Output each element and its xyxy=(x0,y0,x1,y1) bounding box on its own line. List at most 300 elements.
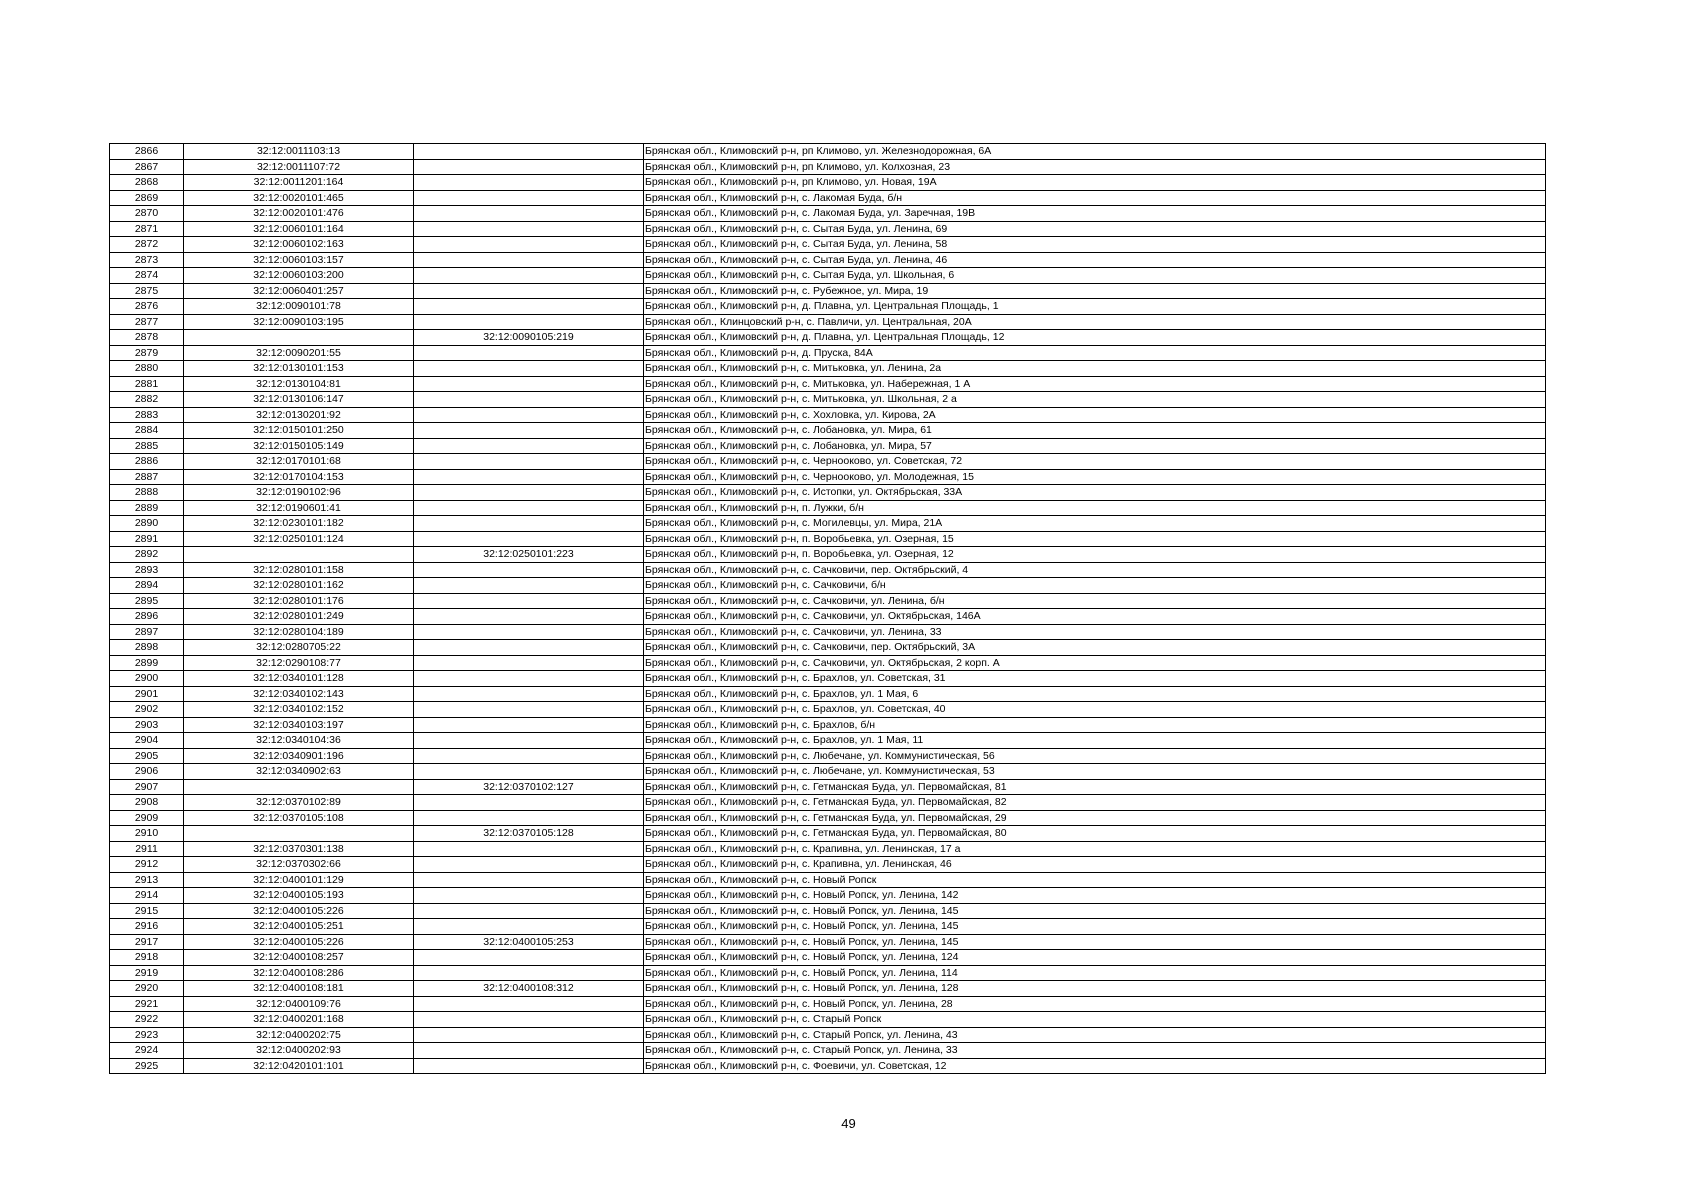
cadastral-number: 32:12:0150101:250 xyxy=(184,423,414,439)
row-number: 2905 xyxy=(110,748,184,764)
table-row xyxy=(110,252,1546,268)
address-cell: Брянская обл., Климовский р-н, с. Новый Ропск, ул. Ленина, 145 xyxy=(644,919,1546,935)
cadastral-number: 32:12:0400108:286 xyxy=(184,965,414,981)
related-cadastral-number xyxy=(414,454,644,470)
related-cadastral-number xyxy=(414,392,644,408)
row-number: 2887 xyxy=(110,469,184,485)
related-cadastral-number: 32:12:0400108:312 xyxy=(414,981,644,997)
related-cadastral-number xyxy=(414,314,644,330)
cadastral-number: 32:12:0060103:200 xyxy=(184,268,414,284)
table-row xyxy=(110,221,1546,237)
address-cell: Брянская обл., Климовский р-н, с. Старый Ропск, ул. Ленина, 43 xyxy=(644,1027,1546,1043)
related-cadastral-number xyxy=(414,531,644,547)
related-cadastral-number xyxy=(414,376,644,392)
row-number: 2871 xyxy=(110,221,184,237)
related-cadastral-number xyxy=(414,764,644,780)
related-cadastral-number xyxy=(414,841,644,857)
table-row xyxy=(110,826,1546,842)
related-cadastral-number xyxy=(414,1027,644,1043)
row-number: 2882 xyxy=(110,392,184,408)
address-cell: Брянская обл., Климовский р-н, с. Чернооково, ул. Советская, 72 xyxy=(644,454,1546,470)
cadastral-number: 32:12:0340102:143 xyxy=(184,686,414,702)
related-cadastral-number xyxy=(414,345,644,361)
related-cadastral-number: 32:12:0090105:219 xyxy=(414,330,644,346)
cadastral-number: 32:12:0011107:72 xyxy=(184,159,414,175)
row-number: 2873 xyxy=(110,252,184,268)
row-number: 2903 xyxy=(110,717,184,733)
address-cell: Брянская обл., Климовский р-н, с. Брахлов, ул. Советская, 40 xyxy=(644,702,1546,718)
row-number: 2916 xyxy=(110,919,184,935)
row-number: 2902 xyxy=(110,702,184,718)
address-cell: Брянская обл., Климовский р-н, с. Брахлов, ул. 1 Мая, 6 xyxy=(644,686,1546,702)
table-row xyxy=(110,268,1546,284)
row-number: 2880 xyxy=(110,361,184,377)
address-cell: Брянская обл., Климовский р-н, д. Пруска, 84А xyxy=(644,345,1546,361)
address-cell: Брянская обл., Климовский р-н, д. Плавна, ул. Центральная Площадь, 12 xyxy=(644,330,1546,346)
cadastral-number: 32:12:0060103:157 xyxy=(184,252,414,268)
row-number: 2891 xyxy=(110,531,184,547)
table-row xyxy=(110,237,1546,253)
address-cell: Брянская обл., Климовский р-н, с. Новый Ропск, ул. Ленина, 145 xyxy=(644,903,1546,919)
address-cell: Брянская обл., Климовский р-н, с. Сачковичи, ул. Октябрьская, 2 корп. А xyxy=(644,655,1546,671)
row-number: 2906 xyxy=(110,764,184,780)
address-cell: Брянская обл., Климовский р-н, с. Сачковичи, пер. Октябрьский, 3А xyxy=(644,640,1546,656)
related-cadastral-number xyxy=(414,221,644,237)
row-number: 2900 xyxy=(110,671,184,687)
table-row xyxy=(110,934,1546,950)
table-row xyxy=(110,206,1546,222)
address-cell: Брянская обл., Климовский р-н, с. Новый Ропск, ул. Ленина, 128 xyxy=(644,981,1546,997)
row-number: 2920 xyxy=(110,981,184,997)
cadastral-number: 32:12:0400202:75 xyxy=(184,1027,414,1043)
related-cadastral-number xyxy=(414,299,644,315)
table-row xyxy=(110,857,1546,873)
table-row xyxy=(110,299,1546,315)
row-number: 2895 xyxy=(110,593,184,609)
related-cadastral-number xyxy=(414,500,644,516)
table-row xyxy=(110,175,1546,191)
cadastral-number: 32:12:0340101:128 xyxy=(184,671,414,687)
table-row xyxy=(110,361,1546,377)
address-cell: Брянская обл., Климовский р-н, с. Сачковичи, ул. Ленина, б/н xyxy=(644,593,1546,609)
row-number: 2877 xyxy=(110,314,184,330)
address-cell: Брянская обл., Климовский р-н, с. Любечане, ул. Коммунистическая, 53 xyxy=(644,764,1546,780)
row-number: 2907 xyxy=(110,779,184,795)
table-row xyxy=(110,562,1546,578)
related-cadastral-number xyxy=(414,423,644,439)
cadastral-number: 32:12:0400105:193 xyxy=(184,888,414,904)
row-number: 2894 xyxy=(110,578,184,594)
related-cadastral-number xyxy=(414,671,644,687)
row-number: 2910 xyxy=(110,826,184,842)
address-cell: Брянская обл., Климовский р-н, с. Крапивна, ул. Ленинская, 17 а xyxy=(644,841,1546,857)
address-cell: Брянская обл., Климовский р-н, с. Сытая Буда, ул. Ленина, 46 xyxy=(644,252,1546,268)
table-row xyxy=(110,733,1546,749)
related-cadastral-number xyxy=(414,516,644,532)
table-row xyxy=(110,810,1546,826)
address-cell: Брянская обл., Климовский р-н, с. Чернооково, ул. Молодежная, 15 xyxy=(644,469,1546,485)
address-cell: Брянская обл., Климовский р-н, с. Новый Ропск xyxy=(644,872,1546,888)
address-cell: Брянская обл., Климовский р-н, с. Хохловка, ул. Кирова, 2А xyxy=(644,407,1546,423)
cadastral-number xyxy=(184,826,414,842)
register-table xyxy=(109,143,1546,1074)
related-cadastral-number xyxy=(414,795,644,811)
related-cadastral-number xyxy=(414,857,644,873)
table-row xyxy=(110,578,1546,594)
cadastral-number: 32:12:0280101:158 xyxy=(184,562,414,578)
table-row xyxy=(110,314,1546,330)
address-cell: Брянская обл., Климовский р-н, с. Любечане, ул. Коммунистическая, 56 xyxy=(644,748,1546,764)
cadastral-number: 32:12:0400105:226 xyxy=(184,903,414,919)
cadastral-number: 32:12:0370105:108 xyxy=(184,810,414,826)
table-row xyxy=(110,345,1546,361)
table-row xyxy=(110,547,1546,563)
row-number: 2911 xyxy=(110,841,184,857)
table-row xyxy=(110,531,1546,547)
cadastral-number: 32:12:0400108:181 xyxy=(184,981,414,997)
related-cadastral-number xyxy=(414,144,644,160)
address-cell: Брянская обл., Климовский р-н, с. Старый Ропск, ул. Ленина, 33 xyxy=(644,1043,1546,1059)
row-number: 2921 xyxy=(110,996,184,1012)
cadastral-number xyxy=(184,779,414,795)
cadastral-number: 32:12:0370301:138 xyxy=(184,841,414,857)
table-row xyxy=(110,500,1546,516)
table-row xyxy=(110,717,1546,733)
table-body xyxy=(110,144,1546,1074)
address-cell: Брянская обл., Климовский р-н, с. Гетманская Буда, ул. Первомайская, 82 xyxy=(644,795,1546,811)
address-cell: Брянская обл., Климовский р-н, с. Старый Ропск xyxy=(644,1012,1546,1028)
cadastral-number: 32:12:0400101:129 xyxy=(184,872,414,888)
table-row xyxy=(110,841,1546,857)
row-number: 2869 xyxy=(110,190,184,206)
cadastral-number: 32:12:0400105:226 xyxy=(184,934,414,950)
address-cell: Брянская обл., Климовский р-н, с. Сачковичи, б/н xyxy=(644,578,1546,594)
related-cadastral-number: 32:12:0250101:223 xyxy=(414,547,644,563)
cadastral-number: 32:12:0230101:182 xyxy=(184,516,414,532)
row-number: 2866 xyxy=(110,144,184,160)
related-cadastral-number xyxy=(414,190,644,206)
row-number: 2867 xyxy=(110,159,184,175)
cadastral-number: 32:12:0370102:89 xyxy=(184,795,414,811)
address-cell: Брянская обл., Климовский р-н, с. Новый Ропск, ул. Ленина, 28 xyxy=(644,996,1546,1012)
cadastral-number: 32:12:0170101:68 xyxy=(184,454,414,470)
row-number: 2917 xyxy=(110,934,184,950)
table-row xyxy=(110,764,1546,780)
address-cell: Брянская обл., Климовский р-н, с. Новый Ропск, ул. Ленина, 114 xyxy=(644,965,1546,981)
table-row xyxy=(110,1058,1546,1074)
table-row xyxy=(110,996,1546,1012)
cadastral-number: 32:12:0280101:249 xyxy=(184,609,414,625)
address-cell: Брянская обл., Климовский р-н, с. Брахлов, ул. 1 Мая, 11 xyxy=(644,733,1546,749)
table-row xyxy=(110,454,1546,470)
row-number: 2912 xyxy=(110,857,184,873)
address-cell: Брянская обл., Климовский р-н, с. Рубежное, ул. Мира, 19 xyxy=(644,283,1546,299)
cadastral-number: 32:12:0190102:96 xyxy=(184,485,414,501)
address-cell: Брянская обл., Климовский р-н, с. Лакомая Буда, б/н xyxy=(644,190,1546,206)
related-cadastral-number xyxy=(414,485,644,501)
address-cell: Брянская обл., Климовский р-н, с. Сачковичи, ул. Ленина, 33 xyxy=(644,624,1546,640)
table-row xyxy=(110,516,1546,532)
address-cell: Брянская обл., Климовский р-н, с. Сачковичи, пер. Октябрьский, 4 xyxy=(644,562,1546,578)
row-number: 2892 xyxy=(110,547,184,563)
cadastral-number: 32:12:0400109:76 xyxy=(184,996,414,1012)
related-cadastral-number xyxy=(414,175,644,191)
row-number: 2924 xyxy=(110,1043,184,1059)
cadastral-number: 32:12:0090201:55 xyxy=(184,345,414,361)
cadastral-number: 32:12:0011201:164 xyxy=(184,175,414,191)
table-row xyxy=(110,702,1546,718)
related-cadastral-number xyxy=(414,268,644,284)
table-row xyxy=(110,438,1546,454)
table-row xyxy=(110,1012,1546,1028)
related-cadastral-number xyxy=(414,562,644,578)
table-row xyxy=(110,593,1546,609)
address-cell: Брянская обл., Климовский р-н, с. Митьковка, ул. Набережная, 1 А xyxy=(644,376,1546,392)
table-row xyxy=(110,981,1546,997)
table-row xyxy=(110,795,1546,811)
address-cell: Брянская обл., Климовский р-н, с. Лобановка, ул. Мира, 61 xyxy=(644,423,1546,439)
cadastral-number: 32:12:0190601:41 xyxy=(184,500,414,516)
cadastral-number: 32:12:0370302:66 xyxy=(184,857,414,873)
address-cell: Брянская обл., Климовский р-н, с. Митьковка, ул. Ленина, 2а xyxy=(644,361,1546,377)
related-cadastral-number xyxy=(414,872,644,888)
cadastral-number: 32:12:0060101:164 xyxy=(184,221,414,237)
related-cadastral-number xyxy=(414,237,644,253)
cadastral-number: 32:12:0340901:196 xyxy=(184,748,414,764)
table-row xyxy=(110,485,1546,501)
table-row xyxy=(110,779,1546,795)
row-number: 2875 xyxy=(110,283,184,299)
row-number: 2881 xyxy=(110,376,184,392)
row-number: 2893 xyxy=(110,562,184,578)
address-cell: Брянская обл., Климовский р-н, с. Новый Ропск, ул. Ленина, 145 xyxy=(644,934,1546,950)
address-cell: Брянская обл., Климовский р-н, рп Климово, ул. Железнодорожная, 6А xyxy=(644,144,1546,160)
related-cadastral-number xyxy=(414,361,644,377)
table-row xyxy=(110,888,1546,904)
table-row xyxy=(110,407,1546,423)
row-number: 2897 xyxy=(110,624,184,640)
related-cadastral-number xyxy=(414,640,644,656)
cadastral-number: 32:12:0400105:251 xyxy=(184,919,414,935)
related-cadastral-number xyxy=(414,206,644,222)
related-cadastral-number xyxy=(414,1043,644,1059)
row-number: 2925 xyxy=(110,1058,184,1074)
cadastral-number: 32:12:0420101:101 xyxy=(184,1058,414,1074)
address-cell: Брянская обл., Климовский р-н, с. Сытая Буда, ул. Ленина, 69 xyxy=(644,221,1546,237)
row-number: 2909 xyxy=(110,810,184,826)
cadastral-number: 32:12:0150105:149 xyxy=(184,438,414,454)
table-row xyxy=(110,330,1546,346)
related-cadastral-number xyxy=(414,407,644,423)
address-cell: Брянская обл., Климовский р-н, с. Брахлов, б/н xyxy=(644,717,1546,733)
row-number: 2919 xyxy=(110,965,184,981)
table-row xyxy=(110,609,1546,625)
related-cadastral-number xyxy=(414,810,644,826)
address-cell: Брянская обл., Климовский р-н, с. Митьковка, ул. Школьная, 2 а xyxy=(644,392,1546,408)
cadastral-number: 32:12:0090103:195 xyxy=(184,314,414,330)
row-number: 2914 xyxy=(110,888,184,904)
related-cadastral-number xyxy=(414,950,644,966)
row-number: 2896 xyxy=(110,609,184,625)
address-cell: Брянская обл., Климовский р-н, с. Фоевичи, ул. Советская, 12 xyxy=(644,1058,1546,1074)
related-cadastral-number xyxy=(414,252,644,268)
cadastral-number: 32:12:0400201:168 xyxy=(184,1012,414,1028)
related-cadastral-number xyxy=(414,903,644,919)
cadastral-number: 32:12:0340902:63 xyxy=(184,764,414,780)
related-cadastral-number xyxy=(414,702,644,718)
row-number: 2922 xyxy=(110,1012,184,1028)
related-cadastral-number xyxy=(414,655,644,671)
related-cadastral-number xyxy=(414,919,644,935)
address-cell: Брянская обл., Климовский р-н, с. Новый Ропск, ул. Ленина, 142 xyxy=(644,888,1546,904)
related-cadastral-number xyxy=(414,159,644,175)
address-cell: Брянская обл., Климовский р-н, д. Плавна, ул. Центральная Площадь, 1 xyxy=(644,299,1546,315)
related-cadastral-number xyxy=(414,1058,644,1074)
row-number: 2870 xyxy=(110,206,184,222)
table-row xyxy=(110,965,1546,981)
row-number: 2915 xyxy=(110,903,184,919)
table-row xyxy=(110,283,1546,299)
address-cell: Брянская обл., Климовский р-н, с. Лобановка, ул. Мира, 57 xyxy=(644,438,1546,454)
table-row xyxy=(110,144,1546,160)
row-number: 2878 xyxy=(110,330,184,346)
address-cell: Брянская обл., Климовский р-н, с. Сачковичи, ул. Октябрьская, 146А xyxy=(644,609,1546,625)
address-cell: Брянская обл., Климовский р-н, с. Гетманская Буда, ул. Первомайская, 81 xyxy=(644,779,1546,795)
address-cell: Брянская обл., Климовский р-н, с. Могилевцы, ул. Мира, 21А xyxy=(644,516,1546,532)
address-cell: Брянская обл., Климовский р-н, п. Лужки, б/н xyxy=(644,500,1546,516)
related-cadastral-number xyxy=(414,438,644,454)
row-number: 2876 xyxy=(110,299,184,315)
related-cadastral-number xyxy=(414,996,644,1012)
address-cell: Брянская обл., Климовский р-н, с. Лакомая Буда, ул. Заречная, 19В xyxy=(644,206,1546,222)
row-number: 2868 xyxy=(110,175,184,191)
cadastral-number: 32:12:0090101:78 xyxy=(184,299,414,315)
row-number: 2890 xyxy=(110,516,184,532)
row-number: 2879 xyxy=(110,345,184,361)
table-row xyxy=(110,423,1546,439)
row-number: 2889 xyxy=(110,500,184,516)
related-cadastral-number xyxy=(414,733,644,749)
related-cadastral-number xyxy=(414,965,644,981)
related-cadastral-number xyxy=(414,748,644,764)
related-cadastral-number xyxy=(414,609,644,625)
related-cadastral-number xyxy=(414,624,644,640)
address-cell: Брянская обл., Климовский р-н, п. Воробьевка, ул. Озерная, 12 xyxy=(644,547,1546,563)
cadastral-number: 32:12:0130101:153 xyxy=(184,361,414,377)
cadastral-number: 32:12:0280104:189 xyxy=(184,624,414,640)
row-number: 2885 xyxy=(110,438,184,454)
address-cell: Брянская обл., Климовский р-н, с. Гетманская Буда, ул. Первомайская, 80 xyxy=(644,826,1546,842)
related-cadastral-number xyxy=(414,469,644,485)
table-row xyxy=(110,640,1546,656)
table-row xyxy=(110,624,1546,640)
related-cadastral-number: 32:12:0400105:253 xyxy=(414,934,644,950)
table-row xyxy=(110,159,1546,175)
row-number: 2918 xyxy=(110,950,184,966)
table-row xyxy=(110,1027,1546,1043)
address-cell: Брянская обл., Климовский р-н, рп Климово, ул. Новая, 19А xyxy=(644,175,1546,191)
row-number: 2888 xyxy=(110,485,184,501)
cadastral-number: 32:12:0060401:257 xyxy=(184,283,414,299)
related-cadastral-number xyxy=(414,686,644,702)
cadastral-number: 32:12:0020101:465 xyxy=(184,190,414,206)
address-cell: Брянская обл., Климовский р-н, с. Брахлов, ул. Советская, 31 xyxy=(644,671,1546,687)
address-cell: Брянская обл., Климовский р-н, с. Крапивна, ул. Ленинская, 46 xyxy=(644,857,1546,873)
related-cadastral-number xyxy=(414,593,644,609)
address-cell: Брянская обл., Климовский р-н, с. Новый Ропск, ул. Ленина, 124 xyxy=(644,950,1546,966)
row-number: 2883 xyxy=(110,407,184,423)
table-row xyxy=(110,469,1546,485)
related-cadastral-number xyxy=(414,283,644,299)
table-row xyxy=(110,950,1546,966)
address-cell: Брянская обл., Климовский р-н, с. Гетманская Буда, ул. Первомайская, 29 xyxy=(644,810,1546,826)
cadastral-number: 32:12:0060102:163 xyxy=(184,237,414,253)
table-row xyxy=(110,919,1546,935)
address-cell: Брянская обл., Климовский р-н, с. Истопки, ул. Октябрьская, 33А xyxy=(644,485,1546,501)
row-number: 2872 xyxy=(110,237,184,253)
cadastral-number: 32:12:0280101:176 xyxy=(184,593,414,609)
table-row xyxy=(110,190,1546,206)
cadastral-number: 32:12:0280101:162 xyxy=(184,578,414,594)
row-number: 2899 xyxy=(110,655,184,671)
row-number: 2901 xyxy=(110,686,184,702)
cadastral-number xyxy=(184,547,414,563)
address-cell: Брянская обл., Климовский р-н, рп Климово, ул. Колхозная, 23 xyxy=(644,159,1546,175)
cadastral-number: 32:12:0020101:476 xyxy=(184,206,414,222)
cadastral-number: 32:12:0340104:36 xyxy=(184,733,414,749)
address-cell: Брянская обл., Климовский р-н, с. Сытая Буда, ул. Ленина, 58 xyxy=(644,237,1546,253)
address-cell: Брянская обл., Клинцовский р-н, с. Павличи, ул. Центральная, 20А xyxy=(644,314,1546,330)
cadastral-number: 32:12:0340103:197 xyxy=(184,717,414,733)
row-number: 2874 xyxy=(110,268,184,284)
address-cell: Брянская обл., Климовский р-н, с. Сытая Буда, ул. Школьная, 6 xyxy=(644,268,1546,284)
row-number: 2886 xyxy=(110,454,184,470)
row-number: 2898 xyxy=(110,640,184,656)
table-row xyxy=(110,671,1546,687)
cadastral-number: 32:12:0130106:147 xyxy=(184,392,414,408)
table-row xyxy=(110,748,1546,764)
related-cadastral-number xyxy=(414,1012,644,1028)
cadastral-number: 32:12:0011103:13 xyxy=(184,144,414,160)
related-cadastral-number xyxy=(414,888,644,904)
related-cadastral-number xyxy=(414,578,644,594)
row-number: 2904 xyxy=(110,733,184,749)
cadastral-number: 32:12:0250101:124 xyxy=(184,531,414,547)
row-number: 2923 xyxy=(110,1027,184,1043)
cadastral-number: 32:12:0280705:22 xyxy=(184,640,414,656)
address-cell: Брянская обл., Климовский р-н, п. Воробьевка, ул. Озерная, 15 xyxy=(644,531,1546,547)
table-row xyxy=(110,376,1546,392)
related-cadastral-number xyxy=(414,717,644,733)
table-row xyxy=(110,686,1546,702)
cadastral-number: 32:12:0130104:81 xyxy=(184,376,414,392)
cadastral-number xyxy=(184,330,414,346)
table-row xyxy=(110,655,1546,671)
cadastral-number: 32:12:0130201:92 xyxy=(184,407,414,423)
cadastral-number: 32:12:0170104:153 xyxy=(184,469,414,485)
cadastral-number: 32:12:0400108:257 xyxy=(184,950,414,966)
row-number: 2913 xyxy=(110,872,184,888)
table-row xyxy=(110,1043,1546,1059)
related-cadastral-number: 32:12:0370102:127 xyxy=(414,779,644,795)
cadastral-number: 32:12:0400202:93 xyxy=(184,1043,414,1059)
related-cadastral-number: 32:12:0370105:128 xyxy=(414,826,644,842)
page-number: 49 xyxy=(841,1116,856,1131)
table-row xyxy=(110,872,1546,888)
table-row xyxy=(110,392,1546,408)
row-number: 2908 xyxy=(110,795,184,811)
cadastral-number: 32:12:0340102:152 xyxy=(184,702,414,718)
